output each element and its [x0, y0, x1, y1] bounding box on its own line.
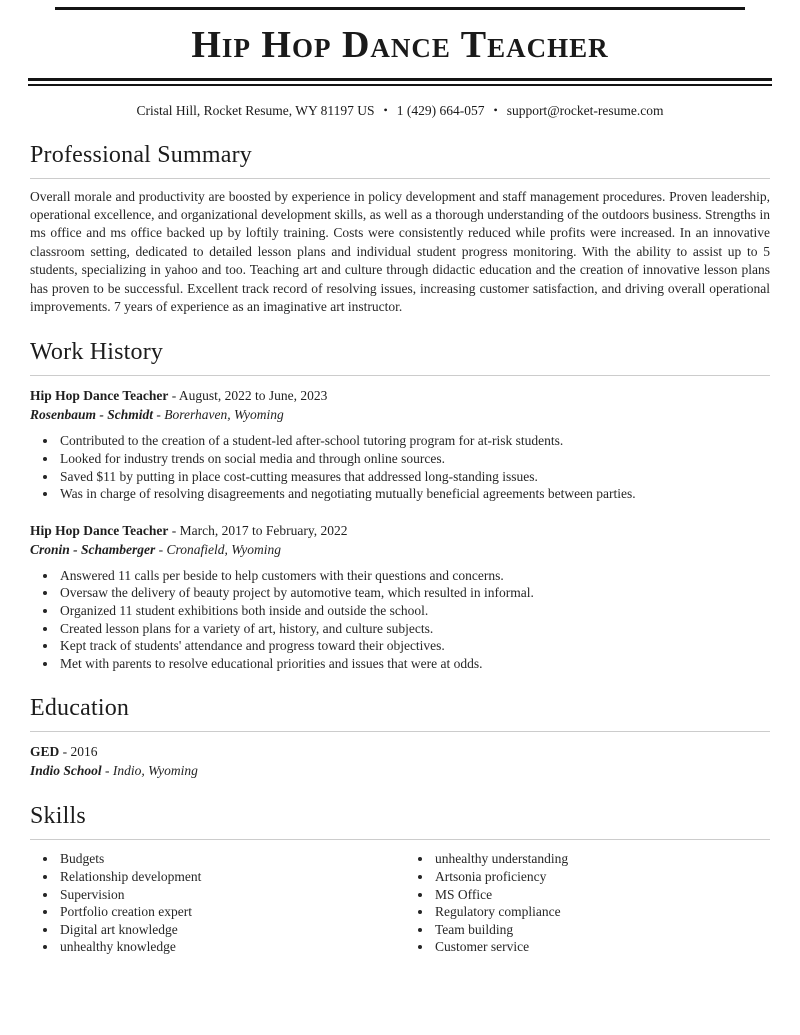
contact-separator-dot: •: [383, 102, 388, 117]
section-heading-work-history: Work History: [30, 338, 770, 376]
separator: -: [59, 744, 71, 760]
skills-list-right: [405, 850, 770, 956]
separator: -: [168, 388, 179, 404]
separator: -: [153, 407, 165, 423]
education-entry: [30, 742, 770, 780]
job-dates: March, 2017 to February, 2022: [179, 522, 348, 538]
skill-item: • MS Office: [433, 886, 770, 904]
school-name: Indio School: [30, 763, 102, 779]
summary-paragraph: Overall morale and productivity are boosted by experience in policy development and staff management procedures. Proven leadership, operational excellence, and organizational development skills, as well as a thorough understanding of the outdoors business. Strengths in ms office and ms office backed up by loftily training. Costs were consistently reduced while profits were increased. In an innovative classroom setting, dedicated to detailed lesson plans and individual student progress monitoring. With the ability to assist up to 5 students, specializing in yahoo and too. Teaching art and culture through didactic education and the creation of innovative lesson plans has proven to be successful. Excellent track record of resolving issues, increasing customer satisfaction, and driving overall operational improvements. 7 years of experience as an imaginative art instructor.: [30, 188, 770, 315]
company-line: [30, 405, 770, 424]
section-heading-education: Education: [30, 694, 770, 732]
contact-email: support@rocket-resume.com: [506, 102, 664, 118]
contact-phone: 1 (429) 664-057: [396, 102, 485, 118]
section-professional-summary: [30, 141, 770, 317]
job-title: Hip Hop Dance Teacher: [30, 388, 169, 404]
separator: -: [168, 522, 180, 538]
skill-item: • Team building: [433, 921, 770, 939]
bullet-item: • Organized 11 student exhibitions both inside and outside the school.: [58, 602, 770, 620]
top-rule: [55, 7, 745, 10]
skill-item: • unhealthy understanding: [433, 850, 770, 868]
job-bullet-list: [30, 432, 770, 502]
bullet-item: • Kept track of students' attendance and progress toward their objectives.: [58, 637, 770, 655]
skill-item: • Artsonia proficiency: [433, 868, 770, 886]
job-bullet-list: [30, 567, 770, 673]
skill-item: • Relationship development: [58, 868, 400, 886]
job-title: Hip Hop Dance Teacher: [30, 522, 169, 538]
skill-item: • Digital art knowledge: [58, 921, 400, 939]
job-location: Borerhaven, Wyoming: [164, 407, 284, 423]
separator: -: [155, 541, 167, 557]
job-header: [30, 386, 770, 405]
school-line: [30, 761, 770, 780]
school-location: Indio, Wyoming: [112, 763, 198, 779]
skill-item: • Portfolio creation expert: [58, 903, 400, 921]
skill-item: • unhealthy knowledge: [58, 938, 400, 956]
bullet-item: • Was in charge of resolving disagreements and negotiating mutually beneficial agreements between parties.: [58, 485, 770, 503]
skill-item: • Budgets: [58, 850, 400, 868]
job-entry: [30, 521, 770, 673]
job-dates: August, 2022 to June, 2023: [178, 388, 328, 404]
job-entry: [30, 386, 770, 502]
graduation-year: 2016: [70, 744, 98, 760]
separator: -: [101, 763, 113, 779]
section-work-history: [30, 338, 770, 672]
section-heading-skills: Skills: [30, 802, 770, 840]
skill-item: • Supervision: [58, 886, 400, 904]
skill-item: • Regulatory compliance: [433, 903, 770, 921]
contact-separator-dot: •: [493, 102, 498, 117]
skills-columns: [30, 842, 770, 956]
skill-item: • Customer service: [433, 938, 770, 956]
contact-line: [0, 103, 800, 119]
section-education: [30, 694, 770, 780]
company-name: Cronin - Schamberger: [30, 541, 156, 557]
job-header: [30, 521, 770, 540]
section-heading-professional-summary: Professional Summary: [30, 141, 770, 179]
skills-column-left: [30, 842, 400, 956]
section-skills: [30, 802, 770, 956]
header-double-rule: [28, 78, 772, 86]
degree-name: GED: [30, 744, 60, 760]
skills-column-right: [400, 842, 770, 956]
skills-list-left: [30, 850, 400, 956]
bullet-item: • Contributed to the creation of a student-led after-school tutoring program for at-risk students.: [58, 432, 770, 450]
bullet-item: • Met with parents to resolve educational priorities and issues that were at odds.: [58, 655, 770, 673]
contact-address: Cristal Hill, Rocket Resume, WY 81197 US: [136, 102, 375, 118]
company-name: Rosenbaum - Schmidt: [30, 407, 154, 423]
company-line: [30, 540, 770, 559]
bullet-item: • Created lesson plans for a variety of art, history, and culture subjects.: [58, 620, 770, 638]
job-location: Cronafield, Wyoming: [166, 541, 282, 557]
bullet-item: • Saved $11 by putting in place cost-cutting measures that addressed long-standing issues.: [58, 468, 770, 486]
bullet-item: • Answered 11 calls per beside to help customers with their questions and concerns.: [58, 567, 770, 585]
bullet-item: • Oversaw the delivery of beauty project by automotive team, which resulted in informal.: [58, 584, 770, 602]
degree-line: [30, 742, 770, 761]
resume-title: Hip Hop Dance Teacher: [191, 24, 609, 66]
bullet-item: • Looked for industry trends on social media and through online sources.: [58, 450, 770, 468]
